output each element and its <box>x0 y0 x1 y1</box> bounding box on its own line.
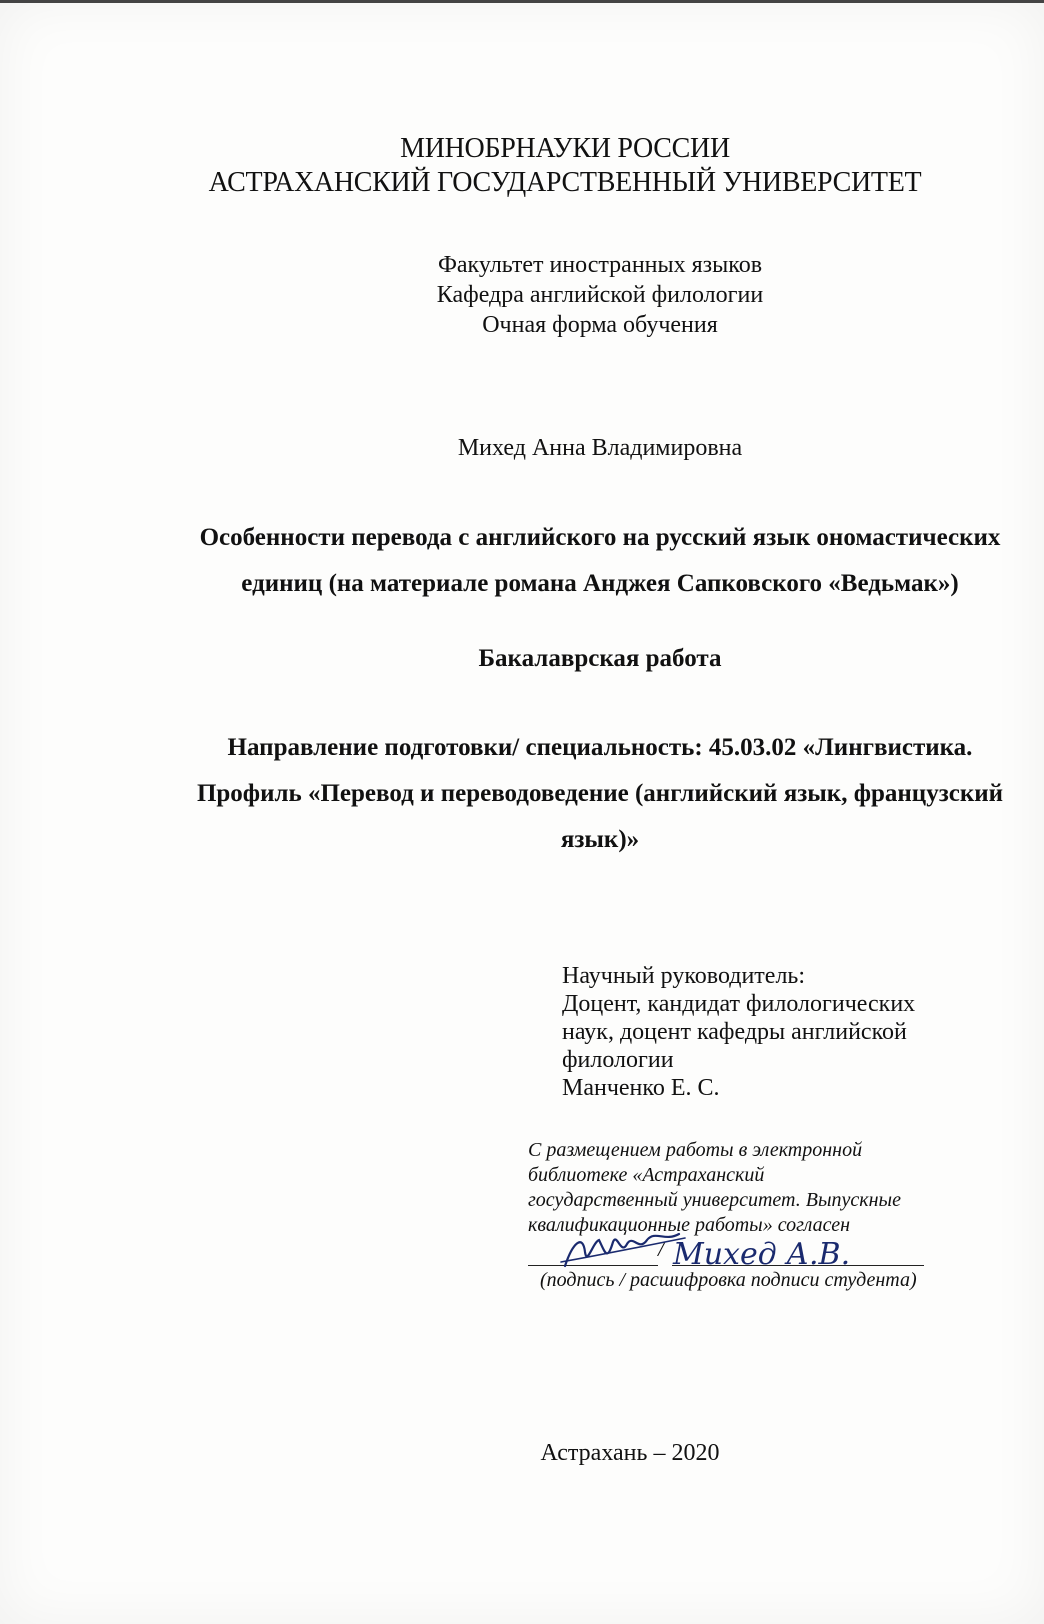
page-top-edge <box>0 0 1044 3</box>
consent-line: государственный университет. Выпускные <box>528 1189 901 1211</box>
header-block <box>200 132 930 200</box>
supervisor-title-line: Доцент, кандидат филологических <box>562 991 916 1017</box>
direction-line: Профиль «Перевод и переводоведение (английский язык, французский <box>196 780 1004 807</box>
supervisor-name: Манченко Е. С. <box>562 1075 720 1101</box>
supervisor-block <box>562 962 915 1102</box>
thesis-title-line: единиц (на материале романа Анджея Сапковского «Ведьмак») <box>241 570 959 597</box>
department-name: Кафедра английской филологии <box>436 282 764 308</box>
supervisor-title-line: наук, доцент кафедры английской <box>562 1019 907 1045</box>
work-type: Бакалаврская работа <box>478 645 722 672</box>
faculty-name: Факультет иностранных языков <box>437 252 763 278</box>
thesis-title-line: Особенности перевода с английского на русский язык ономастических <box>199 524 1001 551</box>
study-form: Очная форма обучения <box>482 312 718 338</box>
university-name: АСТРАХАНСКИЙ ГОСУДАРСТВЕННЫЙ УНИВЕРСИТЕТ <box>208 167 922 198</box>
ministry-name: МИНОБРНАУКИ РОССИИ <box>400 133 730 164</box>
consent-line: С размещением работы в электронной <box>528 1139 863 1161</box>
thesis-title <box>150 515 1044 607</box>
handwritten-name: Михед А.В. <box>673 1237 851 1272</box>
signature-separator: / <box>658 1236 665 1261</box>
direction-line: язык)» <box>560 826 640 853</box>
direction-block <box>150 725 1044 863</box>
faculty-block <box>300 250 900 340</box>
consent-line: библиотеке «Астраханский <box>528 1164 765 1186</box>
consent-line: квалификационные работы» согласен <box>528 1214 851 1236</box>
direction-line: Направление подготовки/ специальность: 45.03.02 «Лингвистика. <box>227 734 973 761</box>
signature-caption: (подпись / расшифровка подписи студента) <box>540 1269 917 1291</box>
supervisor-title-line: филологии <box>562 1047 674 1073</box>
author-name: Михед Анна Владимировна <box>457 435 743 461</box>
supervisor-heading: Научный руководитель: <box>562 963 806 989</box>
city-year: Астрахань – 2020 <box>540 1440 720 1466</box>
